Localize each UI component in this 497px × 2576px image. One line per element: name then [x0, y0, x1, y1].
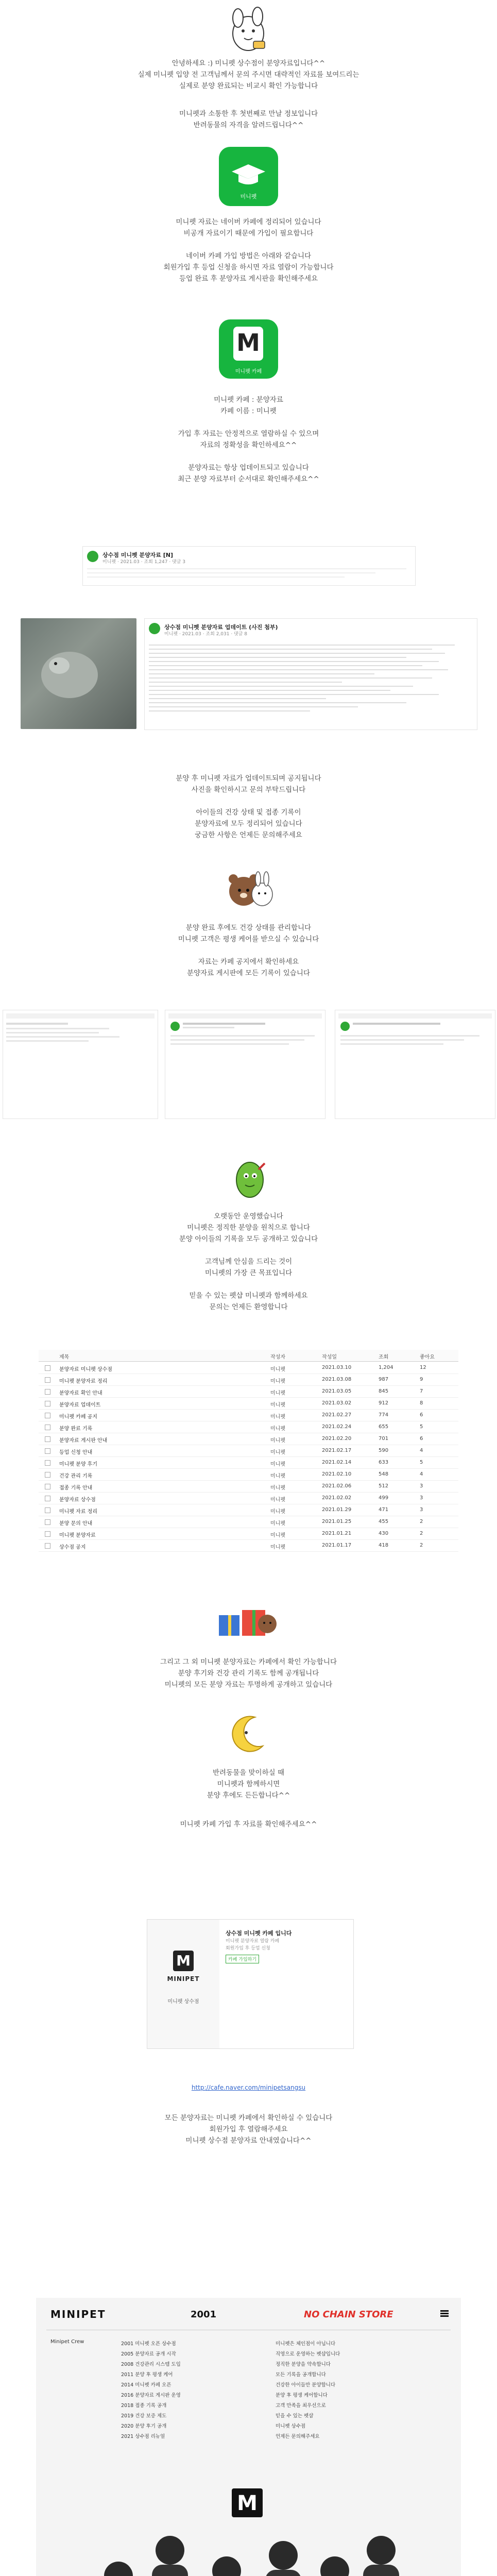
mid-text-line: 분양 후 미니펫 자료가 업데이트되며 공지됩니다: [176, 774, 321, 783]
table-row[interactable]: [39, 1528, 458, 1540]
banner-col2-item: 미니펫은 체인점이 아닙니다: [276, 2341, 336, 2347]
col-header-author[interactable]: 작성자: [270, 1354, 285, 1360]
row-views: 655: [379, 1424, 389, 1430]
cafe-card-letter: M: [173, 1951, 194, 1971]
bear-text-line: 분양 완료 후에도 건강 상태를 관리합니다: [185, 924, 312, 932]
banner-col2-item: 고객 만족을 최우선으로: [276, 2403, 326, 2409]
gift-box-sticker: [214, 1592, 281, 1643]
row-author: 미니펫: [270, 1379, 285, 1384]
col-header-title[interactable]: 제목: [59, 1354, 70, 1360]
row-title[interactable]: 분양자료 게시판 안내: [59, 1438, 108, 1444]
row-views: 987: [379, 1377, 389, 1382]
row-title[interactable]: 건강 관리 기록: [59, 1473, 93, 1479]
row-author: 미니펫: [270, 1462, 285, 1467]
table-row[interactable]: [39, 1386, 458, 1398]
row-views: 701: [379, 1436, 389, 1442]
row-views: 499: [379, 1495, 389, 1501]
banner-col1-item: 2001 미니펫 오픈 상수점: [121, 2341, 176, 2347]
row-checkbox[interactable]: [45, 1507, 50, 1513]
after-link-line: 모든 분양자료는 미니펫 카페에서 확인하실 수 있습니다: [164, 2114, 333, 2122]
cafe-desc: [0, 216, 497, 284]
table-row[interactable]: [39, 1516, 458, 1528]
bear-bunny-sticker: [224, 866, 276, 912]
bear-text-line: 자료는 카페 공지에서 확인하세요: [198, 958, 299, 966]
row-likes: 2: [420, 1531, 423, 1536]
banner-col2-item: 정직한 분양을 약속합니다: [276, 2362, 331, 2367]
row-title[interactable]: 상수점 공지: [59, 1545, 86, 1550]
pickle-text-line: 오랫동안 운영했습니다: [214, 1212, 283, 1221]
mid-text-line: 아이들의 건강 상태 및 접종 기록이: [196, 808, 301, 817]
row-likes: 9: [420, 1377, 423, 1382]
row-likes: 4: [420, 1448, 423, 1453]
row-views: 845: [379, 1388, 389, 1394]
team-photo: [77, 2473, 420, 2576]
row-date: 2021.02.06: [322, 1483, 352, 1489]
gift-text-line: 그리고 그 외 미니펫 분양자료는 카페에서 확인 가능합니다: [160, 1658, 337, 1666]
intro2-line: 미니펫과 소통한 후 첫번째로 만날 정보입니다: [179, 110, 318, 118]
intro-line: 실제로 분양 완료되는 비교시 확인 가능합니다: [179, 82, 318, 90]
cafe-post-card-1[interactable]: [82, 546, 416, 586]
row-checkbox[interactable]: [45, 1413, 50, 1418]
post-meta: 미니펫 · 2021.03 · 조회 1,247 · 댓글 3: [102, 560, 186, 565]
row-date: 2021.01.29: [322, 1507, 352, 1513]
row-likes: 5: [420, 1460, 423, 1465]
screenshot-thumb-3[interactable]: [335, 1010, 495, 1119]
after-link-text: [0, 2112, 497, 2146]
row-title[interactable]: 미니펫 분양자료 정리: [59, 1379, 108, 1384]
post-title[interactable]: 상수점 미니펫 분양자료 [N]: [102, 552, 174, 558]
row-date: 2021.03.05: [322, 1388, 352, 1394]
cafe-link-card[interactable]: [147, 1919, 354, 2049]
bear-text-line: 분양자료 게시판에 모든 기록이 있습니다: [187, 969, 310, 977]
pickle-text-line: 미니펫은 정직한 분양을 원칙으로 합니다: [187, 1224, 310, 1232]
bear-text: [0, 922, 497, 979]
table-row[interactable]: [39, 1493, 458, 1504]
moon-sticker: [227, 1713, 270, 1754]
gift-text3-line: 미니펫 카페 가입 후 자료를 확인해주세요^^: [180, 1820, 317, 1828]
cafe-url-link[interactable]: http://cafe.naver.com/minipetsangsu: [191, 2084, 306, 2091]
table-row[interactable]: [39, 1433, 458, 1445]
intro-text: [0, 58, 497, 92]
pickle-text-line: 고객님께 안심을 드리는 것이: [204, 1258, 293, 1266]
row-author: 미니펫: [270, 1473, 285, 1479]
banner-col2-item: 건강한 아이들만 분양합니다: [276, 2382, 336, 2388]
row-checkbox[interactable]: [45, 1519, 50, 1525]
row-title[interactable]: 분양자료 미니펫 상수점: [59, 1367, 112, 1372]
banner-brand: MINIPET: [50, 2308, 106, 2320]
row-title[interactable]: 분양 완료 기록: [59, 1426, 93, 1432]
row-author: 미니펫: [270, 1533, 285, 1538]
banner-col1-item: 2005 분양자료 공개 시작: [121, 2351, 176, 2357]
intro2-text: [0, 108, 497, 131]
cafe-post-card-2[interactable]: [144, 618, 477, 730]
table-row[interactable]: [39, 1362, 458, 1374]
row-date: 2021.02.27: [322, 1412, 352, 1418]
minipet-app-label: 미니펫 카페: [235, 369, 262, 375]
row-author: 미니펫: [270, 1402, 285, 1408]
table-row[interactable]: [39, 1398, 458, 1410]
row-checkbox[interactable]: [45, 1531, 50, 1537]
cafe-desc-line: 네이버 카페 가입 방법은 아래와 같습니다: [185, 252, 312, 260]
svg-text:M: M: [237, 2492, 258, 2515]
row-checkbox[interactable]: [45, 1448, 50, 1454]
row-views: 548: [379, 1471, 389, 1477]
mid-text-line: 사진을 확인하시고 문의 부탁드립니다: [191, 786, 306, 794]
row-likes: 5: [420, 1424, 423, 1430]
row-title[interactable]: 미니펫 분양 후기: [59, 1462, 97, 1467]
cafe-card-desc1: 미니펫 분양자료 열람 카페: [226, 1939, 280, 1944]
pickle-sticker: [227, 1154, 273, 1200]
row-author: 미니펫: [270, 1545, 285, 1550]
row-likes: 4: [420, 1471, 423, 1477]
banner-side-label: Minipet Crew: [50, 2339, 84, 2345]
row-title[interactable]: 등업 신청 안내: [59, 1450, 93, 1455]
col-header-views[interactable]: 조회: [379, 1354, 389, 1360]
banner-col2-item: 분양 후 평생 케어합니다: [276, 2393, 328, 2398]
cafe-desc-line: 등업 완료 후 분양자료 게시판을 확인해주세요: [179, 275, 318, 283]
table-row[interactable]: [39, 1481, 458, 1493]
banner-col1-item: 2016 분양자료 게시판 운영: [121, 2393, 181, 2398]
row-likes: 6: [420, 1436, 423, 1442]
cafe-desc-line: 회원가입 후 등업 신청을 하시면 자료 열람이 가능합니다: [163, 263, 334, 272]
cafe-desc2-line: 최근 분양 자료부터 순서대로 확인해주세요^^: [178, 475, 319, 483]
row-likes: 12: [420, 1365, 426, 1370]
cafe-desc2: [0, 394, 497, 485]
table-row[interactable]: [39, 1410, 458, 1421]
row-checkbox[interactable]: [45, 1472, 50, 1478]
row-checkbox[interactable]: [45, 1543, 50, 1549]
pickle-text-line: 믿을 수 있는 펫샵 미니펫과 함께하세요: [189, 1292, 308, 1300]
row-likes: 2: [420, 1543, 423, 1548]
row-author: 미니펫: [270, 1426, 285, 1432]
row-views: 430: [379, 1531, 389, 1536]
minipet-logo-letter: M: [236, 329, 260, 357]
banner-col1-item: 2019 건강 보증 제도: [121, 2413, 167, 2419]
col-header-likes[interactable]: 좋아요: [420, 1354, 435, 1360]
row-checkbox[interactable]: [45, 1496, 50, 1501]
cafe-desc2-line: 미니펫 카페 : 분양자료: [214, 396, 283, 404]
table-row[interactable]: [39, 1457, 458, 1469]
gift-text-line: 미니펫의 모든 분양 자료는 투명하게 공개하고 있습니다: [164, 1681, 333, 1689]
gift-text2-line: 미니펫과 함께하시면: [217, 1780, 280, 1788]
row-views: 1,204: [379, 1365, 393, 1370]
banner-col1-item: 2020 분양 후기 공개: [121, 2424, 167, 2429]
row-views: 418: [379, 1543, 389, 1548]
post-meta: 미니펫 · 2021.03 · 조회 2,031 · 댓글 8: [164, 632, 248, 637]
row-date: 2021.02.24: [322, 1424, 352, 1430]
table-row[interactable]: [39, 1421, 458, 1433]
row-author: 미니펫: [270, 1450, 285, 1455]
banner-col1: [121, 2339, 260, 2442]
gift-text2-line: 반려동물을 맞이하실 때: [213, 1769, 284, 1777]
gift-text3: [0, 1819, 497, 1830]
cafe-card-desc2: 회원가입 후 등업 신청: [226, 1946, 270, 1951]
row-checkbox[interactable]: [45, 1365, 50, 1371]
banner-col2-item: 직영으로 운영하는 펫샵입니다: [276, 2351, 340, 2357]
banner-col1-item: 2014 미니펫 카페 오픈: [121, 2382, 172, 2388]
row-views: 912: [379, 1400, 389, 1406]
bear-text-line: 미니펫 고객은 평생 케어를 받으실 수 있습니다: [178, 935, 319, 943]
intro2-line: 반려동물의 자격을 알려드립니다^^: [193, 121, 304, 129]
row-title[interactable]: 분양자료 확인 안내: [59, 1391, 102, 1396]
row-likes: 3: [420, 1483, 423, 1489]
row-views: 633: [379, 1460, 389, 1465]
row-date: 2021.02.20: [322, 1436, 352, 1442]
banner-col1-item: 2018 접종 기록 공개: [121, 2403, 167, 2409]
row-author: 미니펫: [270, 1497, 285, 1503]
row-checkbox[interactable]: [45, 1460, 50, 1466]
banner-col2-item: 모든 기록을 공개합니다: [276, 2372, 326, 2378]
row-likes: 6: [420, 1412, 423, 1418]
cafe-desc2-line: 카페 이름 : 미니펫: [220, 407, 277, 415]
row-title[interactable]: 미니펫 분양자료: [59, 1533, 96, 1538]
intro-line: 실제 미니펫 입양 전 고객님께서 문의 주시면 대략적인 자료를 보여드리는: [138, 71, 359, 79]
row-title[interactable]: 분양자료 상수점: [59, 1497, 96, 1503]
cafe-desc-line: 비공개 자료이기 때문에 가입이 필요합니다: [183, 229, 314, 238]
row-views: 471: [379, 1507, 389, 1513]
cafe-app-label: 미니펫: [240, 193, 257, 200]
row-author: 미니펫: [270, 1391, 285, 1396]
cafe-card-brand: MINIPET: [167, 1975, 200, 1982]
after-link-line: 회원가입 후 열람해주세요: [209, 2125, 288, 2133]
cartoon-character-top: [227, 5, 270, 54]
row-date: 2021.01.21: [322, 1531, 352, 1536]
row-author: 미니펫: [270, 1438, 285, 1444]
screenshot-thumb-2[interactable]: [165, 1010, 325, 1119]
table-row[interactable]: [39, 1445, 458, 1457]
cafe-desc2-line: 가입 후 자료는 안정적으로 열람하실 수 있으며: [178, 430, 319, 438]
row-views: 590: [379, 1448, 389, 1453]
banner-col1-item: 2011 분양 후 평생 케어: [121, 2372, 173, 2378]
row-date: 2021.03.02: [322, 1400, 352, 1406]
pickle-text-line: 문의는 언제든 환영합니다: [209, 1303, 288, 1311]
row-title[interactable]: 미니펫 카페 공지: [59, 1414, 97, 1420]
table-row[interactable]: [39, 1469, 458, 1481]
banner-col2-item: 언제든 문의해주세요: [276, 2434, 320, 2439]
row-author: 미니펫: [270, 1414, 285, 1420]
row-checkbox[interactable]: [45, 1484, 50, 1489]
cafe-desc2-line: 분양자료는 항상 업데이트되고 있습니다: [188, 464, 309, 472]
row-checkbox[interactable]: [45, 1436, 50, 1442]
gift-text2-line: 분양 후에도 든든합니다^^: [207, 1791, 290, 1800]
cafe-join-button[interactable]: 카페 가입하기: [226, 1955, 259, 1963]
mid-text: [0, 773, 497, 841]
post-avatar: [87, 551, 98, 562]
table-row[interactable]: [39, 1540, 458, 1552]
row-checkbox[interactable]: [45, 1389, 50, 1395]
banner-year: 2001: [191, 2309, 217, 2320]
row-author: 미니펫: [270, 1509, 285, 1515]
banner-col2-item: 미니펫 상수점: [276, 2424, 306, 2429]
row-author: 미니펫: [270, 1521, 285, 1527]
pickle-text-line: 미니펫의 가장 큰 목표입니다: [204, 1269, 293, 1277]
cafe-desc2-line: 자료의 정확성을 확인하세요^^: [200, 441, 297, 449]
minipet-banner: [36, 2298, 461, 2576]
board-table: [39, 1350, 458, 1556]
minipet-app-icon[interactable]: [219, 319, 278, 379]
row-date: 2021.02.14: [322, 1460, 352, 1465]
pickle-text-line: 분양 아이들의 기록을 모두 공개하고 있습니다: [179, 1235, 318, 1243]
row-checkbox[interactable]: [45, 1377, 50, 1383]
row-title[interactable]: 접종 기록 안내: [59, 1485, 93, 1491]
row-author: 미니펫: [270, 1367, 285, 1372]
row-date: 2021.02.17: [322, 1448, 352, 1453]
row-checkbox[interactable]: [45, 1401, 50, 1406]
row-likes: 2: [420, 1519, 423, 1524]
gift-text2: [0, 1767, 497, 1801]
row-views: 512: [379, 1483, 389, 1489]
screenshot-thumb-1[interactable]: [3, 1010, 158, 1119]
table-row[interactable]: [39, 1504, 458, 1516]
row-date: 2021.01.17: [322, 1543, 352, 1548]
row-views: 774: [379, 1412, 389, 1418]
row-likes: 3: [420, 1507, 423, 1513]
row-date: 2021.01.25: [322, 1519, 352, 1524]
banner-menu-icon[interactable]: [440, 2310, 449, 2317]
gift-text: [0, 1656, 497, 1690]
row-date: 2021.03.10: [322, 1365, 352, 1370]
post-avatar: [149, 623, 160, 634]
gift-text-line: 분양 후기와 건강 관리 기록도 함께 공개됩니다: [178, 1669, 319, 1677]
banner-col1-item: 2008 건강관리 시스템 도입: [121, 2362, 181, 2367]
banner-col1-item: 2021 상수점 리뉴얼: [121, 2434, 165, 2439]
row-likes: 3: [420, 1495, 423, 1501]
row-checkbox[interactable]: [45, 1425, 50, 1430]
cafe-card-title[interactable]: 상수점 미니펫 카페 입니다: [226, 1930, 292, 1937]
after-link-line: 미니펫 상수점 분양자료 안내였습니다^^: [185, 2137, 312, 2145]
cafe-card-brand-sub: 미니펫 상수점: [167, 1999, 199, 2005]
hamster-photo: [21, 618, 136, 729]
banner-col2-item: 믿을 수 있는 펫샵: [276, 2413, 314, 2419]
post-title[interactable]: 상수점 미니펫 분양자료 업데이트 (사진 첨부): [164, 624, 278, 631]
row-author: 미니펫: [270, 1485, 285, 1491]
row-title[interactable]: 미니펫 자료 정리: [59, 1509, 97, 1515]
row-title[interactable]: 분양자료 업데이트: [59, 1402, 101, 1408]
mid-text-line: 궁금한 사항은 언제든 문의해주세요: [195, 831, 302, 839]
cafe-app-icon[interactable]: [219, 147, 278, 206]
row-date: 2021.03.08: [322, 1377, 352, 1382]
row-views: 455: [379, 1519, 389, 1524]
table-header: [39, 1350, 458, 1362]
cafe-desc-line: 미니펫 자료는 네이버 카페에 정리되어 있습니다: [176, 218, 321, 226]
row-date: 2021.02.10: [322, 1471, 352, 1477]
row-date: 2021.02.02: [322, 1495, 352, 1501]
intro-line: 안녕하세요 :) 미니펫 상수점이 분양자료입니다^^: [172, 59, 325, 67]
row-likes: 7: [420, 1388, 423, 1394]
banner-tag: NO CHAIN STORE: [304, 2309, 393, 2320]
row-title[interactable]: 분양 문의 안내: [59, 1521, 93, 1527]
table-row[interactable]: [39, 1374, 458, 1386]
cafe-card-logo: [147, 1920, 219, 2048]
banner-col2: [276, 2339, 430, 2442]
pickle-text: [0, 1211, 497, 1313]
row-likes: 8: [420, 1400, 423, 1406]
mid-text-line: 분양자료에 모두 정리되어 있습니다: [195, 820, 302, 828]
col-header-date[interactable]: 작성일: [322, 1354, 337, 1360]
post-body-lines: [149, 641, 471, 715]
